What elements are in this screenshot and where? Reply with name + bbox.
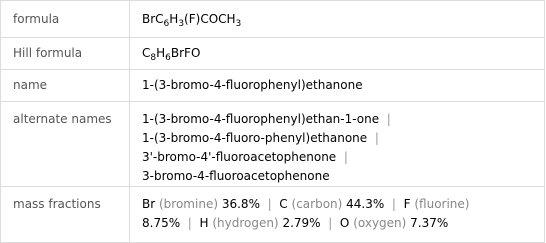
formula-part: BrC [142,12,164,26]
alternate-name: 1-(3-bromo-4-fluorophenyl)ethan-1-one [142,112,380,126]
row-name [1,70,545,102]
element-name: (oxygen) [353,216,407,230]
separator: | [391,197,396,211]
alternate-name: 1-(3-bromo-4-fluoro-phenyl)ethanone [142,131,368,145]
element-symbol: O [339,216,350,230]
separator: | [343,150,348,164]
mass-value: 7.37% [410,216,449,230]
formula-subscript: 3 [235,19,242,29]
element-symbol: F [403,197,411,211]
label-formula: formula [1,1,130,38]
mass-value: 36.8% [221,197,260,211]
row-alternate-names [1,102,545,187]
element-name: (bromine) [159,197,219,211]
hill-part: H [156,46,166,60]
row-formula [1,1,545,38]
element-name: (hydrogen) [212,216,279,230]
label-mass-fractions: mass fractions [1,187,130,243]
mass-value: 2.79% [282,216,321,230]
mass-value: 8.75% [142,216,181,230]
element-name: (fluorine) [414,197,470,211]
element-name: (carbon) [291,197,343,211]
formula-part: H [169,12,179,26]
hill-part: C [142,46,151,60]
element-symbol: C [279,197,288,211]
alternate-name: 3-bromo-4-fluoroacetophenone [142,169,330,183]
formula-subscript: 3 [178,19,185,29]
value-hill-formula [130,38,545,70]
separator: | [386,112,391,126]
separator: | [374,131,379,145]
mass-value: 44.3% [346,197,385,211]
label-name: name [1,70,130,102]
alternate-name: 3'-bromo-4'-fluoroacetophenone [142,150,337,164]
formula-subscript: 6 [163,19,170,29]
label-hill-formula: Hill formula [1,38,130,70]
formula-part: (F)COCH [184,12,236,26]
hill-subscript: 8 [150,53,157,63]
separator: | [267,197,272,211]
row-hill-formula [1,38,545,70]
value-mass-fractions [130,187,545,243]
hill-part: BrFO [170,46,201,60]
value-alternate-names [130,102,545,187]
value-name: 1-(3-bromo-4-fluorophenyl)ethanone [130,70,545,102]
label-alternate-names: alternate names [1,102,130,187]
hill-subscript: 6 [165,53,171,63]
element-symbol: H [199,216,209,230]
separator: | [328,216,333,230]
element-symbol: Br [142,197,156,211]
separator: | [187,216,192,230]
value-formula [130,1,545,38]
row-mass-fractions [1,187,545,243]
